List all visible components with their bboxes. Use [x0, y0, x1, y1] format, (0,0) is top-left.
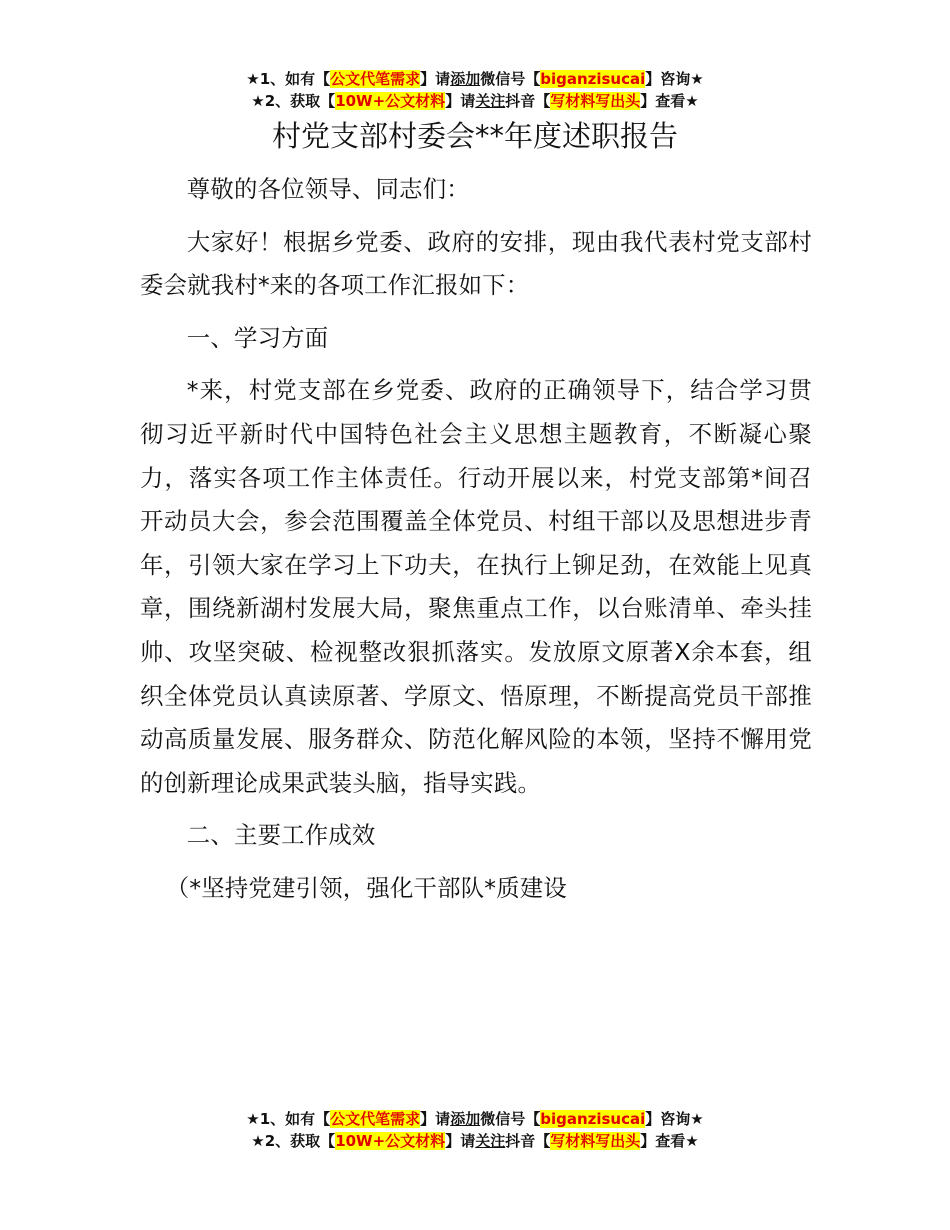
promo-text: ★1、如有【	[246, 70, 331, 88]
subsection-heading-1: （*坚持党建引领，强化干部队*质建设	[165, 873, 567, 902]
promo-underline: 关注	[475, 92, 506, 110]
promo-text: 微信号【	[480, 1110, 541, 1128]
promo-text: 】请	[445, 1132, 476, 1150]
promo-text: 微信号【	[480, 70, 541, 88]
promo-highlight: 10W+公文材料	[335, 92, 446, 110]
document-body	[140, 168, 812, 920]
promo-text: ★2、获取【	[251, 92, 336, 110]
promo-banner-bottom	[0, 1108, 950, 1152]
promo-line-2	[0, 1130, 950, 1152]
section-heading-2: 二、主要工作成效	[186, 821, 376, 850]
section-1-paragraph: *来，村党支部在乡党委、政府的正确领导下，结合学习贯彻习近平新时代中国特色社会主义思想主题教育，不断凝心聚力，落实各项工作主体责任。行动开展以来，村党支部第*间召开动员大会，参会范围覆盖全体党员、村组干部以及思想进步青年，引领大家在学习上下功夫，在执行上铆足劲，在效能上见真章，围绕新湖村发展大局，聚焦重点工作，以台账清单、牵头挂帅、攻坚突破、检视整改狠抓落实。发放原文原著X余本套，组织全体党员认真读原著、学原文、悟原理，不断提高党员干部推动高质量发展、服务群众、防范化解风险的本领，坚持不懈用党的创新理论成果武装头脑，指导实践。	[140, 376, 812, 797]
promo-highlight: 10W+公文材料	[335, 1132, 446, 1150]
promo-underline: 添加	[450, 70, 481, 88]
promo-text: ★1、如有【	[246, 1110, 331, 1128]
promo-line-1	[0, 1108, 950, 1130]
promo-highlight: biganzisucai	[540, 1110, 646, 1128]
promo-text: 抖音【	[505, 1132, 551, 1150]
promo-line-1	[0, 68, 950, 90]
promo-banner-top	[0, 68, 950, 112]
intro-paragraph: 大家好！根据乡党委、政府的安排，现由我代表村党支部村委会就我村*来的各项工作汇报如下：	[140, 227, 812, 300]
promo-underline: 关注	[475, 1132, 506, 1150]
section-heading-1: 一、学习方面	[186, 323, 329, 352]
promo-text: 】查看★	[640, 92, 699, 110]
promo-text: 】请	[420, 1110, 451, 1128]
promo-text: 】请	[445, 92, 476, 110]
promo-text: 】咨询★	[645, 70, 704, 88]
promo-text: 抖音【	[505, 92, 551, 110]
promo-highlight: 公文代笔需求	[330, 70, 421, 88]
promo-text: ★2、获取【	[251, 1132, 336, 1150]
promo-text: 】查看★	[640, 1132, 699, 1150]
promo-highlight: 写材料写出头	[550, 92, 641, 110]
greeting: 尊敬的各位领导、同志们：	[186, 175, 470, 203]
promo-highlight: biganzisucai	[540, 70, 646, 88]
promo-text: 】咨询★	[645, 1110, 704, 1128]
promo-text: 】请	[420, 70, 451, 88]
promo-line-2	[0, 90, 950, 112]
promo-underline: 添加	[450, 1110, 481, 1128]
document-title: 村党支部村委会**年度述职报告	[271, 119, 678, 153]
promo-highlight: 公文代笔需求	[330, 1110, 421, 1128]
promo-highlight: 写材料写出头	[550, 1132, 641, 1150]
